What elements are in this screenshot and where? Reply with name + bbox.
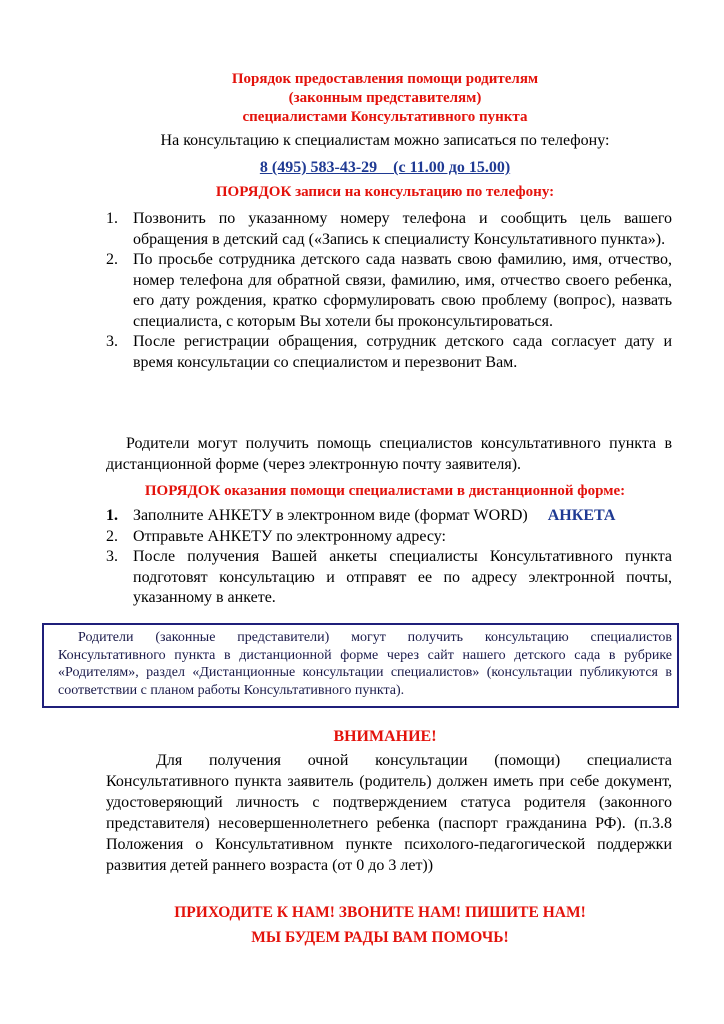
warning-paragraph: Для получения очной консультации (помощи) специалиста Консультативного пункта заявитель (родитель) должен иметь при себе документ, удостоверяющий личность с подтверждением статуса родителя (законного представителя) несовершеннолетнего ребенка (паспорт гражданина РФ). (п.3.8 Положения о Консультативном пункте психолого-педагогической поддержки развития детей раннего возраста (от 0 до 3 лет)) <box>106 752 672 874</box>
list-item-text: Отправьте АНКЕТУ по электронному адресу: <box>133 527 446 545</box>
list-item <box>106 250 672 332</box>
footer-line-2: МЫ БУДЕМ РАДЫ ВАМ ПОМОЧЬ! <box>251 929 509 946</box>
info-box-text: Родители (законные представители) могут получить консультацию специалистов Консультативного пункта в дистанционной форме через сайт нашего детского сада в рубрике «Родителям», раздел «Дистанционные консультации специалистов» (консультации публикуются в соответствии с планом работы Консультативного пункта). <box>58 630 672 698</box>
list-item <box>106 527 672 548</box>
anketa-link[interactable]: АНКЕТА <box>547 507 616 524</box>
remote-intro-paragraph: Родители могут получить помощь специалистов консультативного пункта в дистанционной форме (через электронную почту заявителя). <box>106 435 672 473</box>
list-item-number: 1. <box>106 507 118 524</box>
phone-number-link[interactable]: 8 (495) 583-43-29 (с 11.00 до 15.00) <box>259 159 511 176</box>
document-title <box>110 70 660 127</box>
list-item-text: По просьбе сотрудника детского сада назвать свою фамилию, имя, отчество, номер телефона для обратной связи, фамилию, имя, отчество своего ребенка, его дату рождения, кратко сформулировать свою проблему (вопрос), назвать специалиста, с которым Вы хотели бы проконсультироваться. <box>133 251 672 330</box>
list-item <box>106 506 672 527</box>
remote-procedure-heading: ПОРЯДОК оказания помощи специалистами в дистанционной форме: <box>144 483 626 499</box>
warning-heading: ВНИМАНИЕ! <box>333 728 437 745</box>
list-item <box>106 209 672 250</box>
phone-procedure-list <box>106 209 672 373</box>
title-line-1: Порядок предоставления помощи родителям <box>231 71 539 87</box>
remote-procedure-list <box>106 506 672 609</box>
phone-intro-text: На консультацию к специалистам можно записаться по телефону: <box>160 132 610 149</box>
list-item-text: После регистрации обращения, сотрудник детского сада согласует дату и время консультации со специалистом и перезвонит Вам. <box>133 333 672 371</box>
phone-procedure-heading: ПОРЯДОК записи на консультацию по телефону: <box>215 184 555 200</box>
list-item-number: 3. <box>106 548 118 565</box>
title-line-3: специалистами Консультативного пункта <box>242 109 528 125</box>
list-item-text: Заполните АНКЕТУ в электронном виде (формат WORD) <box>133 507 528 524</box>
footer-line-1: ПРИХОДИТЕ К НАМ! ЗВОНИТЕ НАМ! ПИШИТЕ НАМ! <box>174 904 586 921</box>
title-line-2: (законным представителям) <box>288 90 482 106</box>
list-item-number: 1. <box>106 210 118 227</box>
list-item <box>106 547 672 609</box>
list-item-number: 2. <box>106 527 118 545</box>
list-item <box>106 332 672 373</box>
list-item-text: После получения Вашей анкеты специалисты Консультативного пункта подготовят консультацию и отправят ее по адресу электронной почты, указанному в анкете. <box>133 548 672 606</box>
list-item-text: Позвонить по указанному номеру телефона и сообщить цель вашего обращения в детский сад («Запись к специалисту Консультативного пункта»). <box>133 210 672 248</box>
list-item-number: 2. <box>106 251 118 268</box>
list-item-number: 3. <box>106 333 118 350</box>
